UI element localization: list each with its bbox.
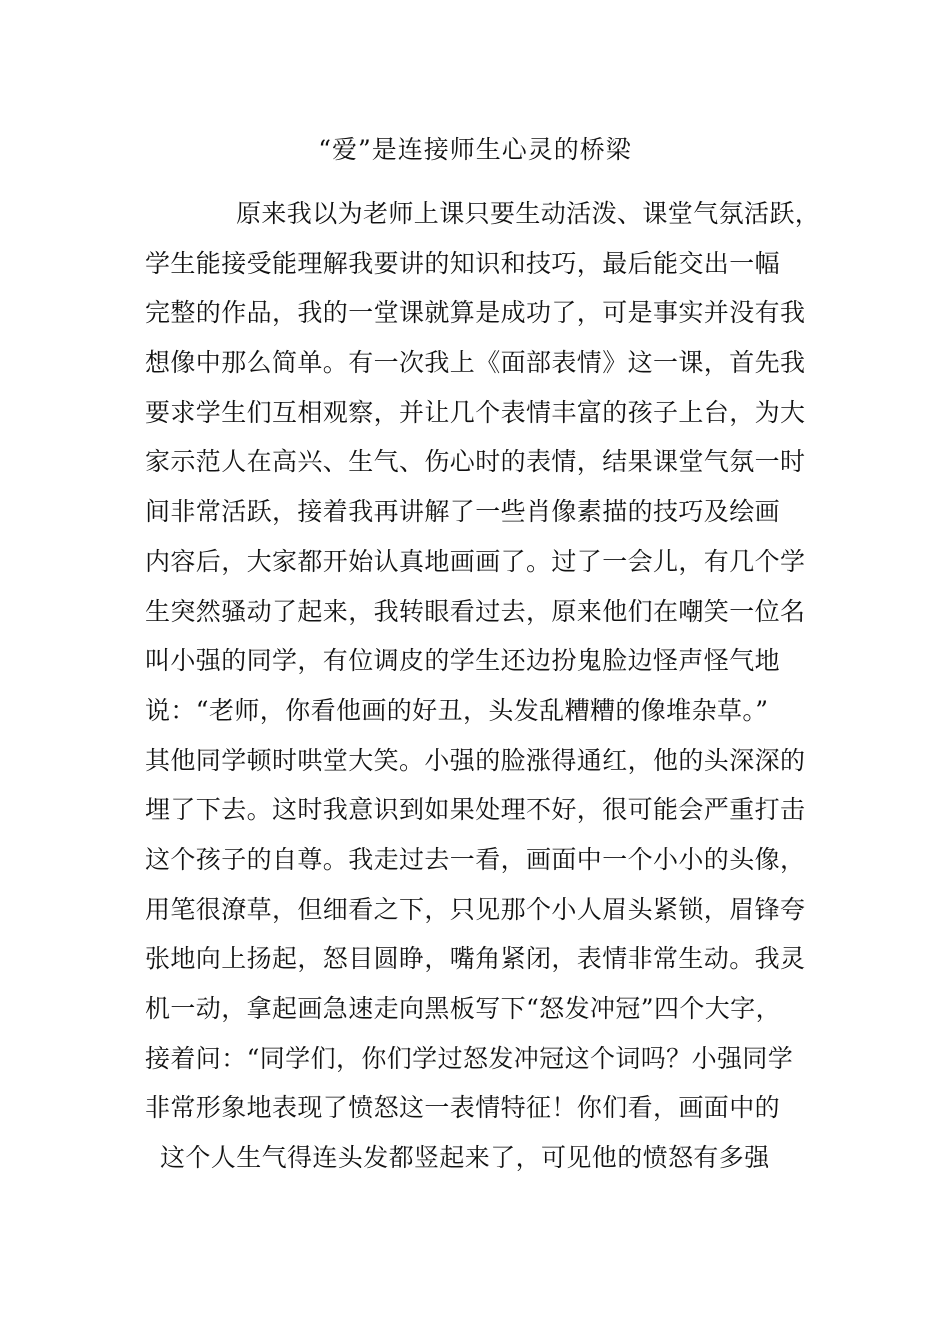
paragraph-line: 间非常活跃，接着我再讲解了一些肖像素描的技巧及绘画 [145,497,781,527]
paragraph-line: 其他同学顿时哄堂大笑。小强的脸涨得通红，他的头深深的 [145,745,806,775]
paragraph-line: 完整的作品，我的一堂课就算是成功了，可是事实并没有我 [145,298,806,328]
paragraph-line: 原来我以为老师上课只要生动活泼、课堂气氛活跃， [236,199,821,228]
paragraph-line: 这个孩子的自尊。我走过去一看，画面中一个小小的头像， [145,844,806,874]
paragraph-line: 内容后，大家都开始认真地画画了。过了一会儿，有几个学 [145,546,806,576]
paragraph-line: 用笔很潦草，但细看之下，只见那个小人眉头紧锁，眉锋夸 [145,894,806,924]
paragraph-line: 想像中那么简单。有一次我上《面部表情》这一课，首先我 [145,348,806,378]
page-title: “爱”是连接师生心灵的桥梁 [318,135,632,164]
paragraph-line: 非常形象地表现了愤怒这一表情特征！你们看，画面中的 [145,1093,781,1123]
paragraph-line: 要求学生们互相观察，并让几个表情丰富的孩子上台，为大 [145,397,806,427]
paragraph-line: 家示范人在高兴、生气、伤心时的表情，结果课堂气氛一时 [145,447,806,477]
paragraph-line: 这个人生气得连头发都竖起来了，可见他的愤怒有多强 [160,1143,770,1173]
paragraph-line: 生突然骚动了起来，我转眼看过去，原来他们在嘲笑一位名 [145,596,806,626]
paragraph-line: 机一动，拿起画急速走向黑板写下“怒发冲冠”四个大字， [145,994,781,1023]
paragraph-line: 接着问：“同学们，你们学过怒发冲冠这个词吗？小强同学 [145,1043,794,1073]
paragraph-line: 张地向上扬起，怒目圆睁，嘴角紧闭，表情非常生动。我灵 [145,944,806,974]
paragraph-line: 说：“老师，你看他画的好丑，头发乱糟糟的像堆杂草。” [145,695,769,725]
paragraph-line: 埋了下去。这时我意识到如果处理不好，很可能会严重打击 [145,795,806,825]
paragraph-line: 学生能接受能理解我要讲的知识和技巧，最后能交出一幅 [145,248,781,278]
article-body [0,189,950,1183]
paragraph-line: 叫小强的同学，有位调皮的学生还边扮鬼脸边怪声怪气地 [145,646,781,676]
